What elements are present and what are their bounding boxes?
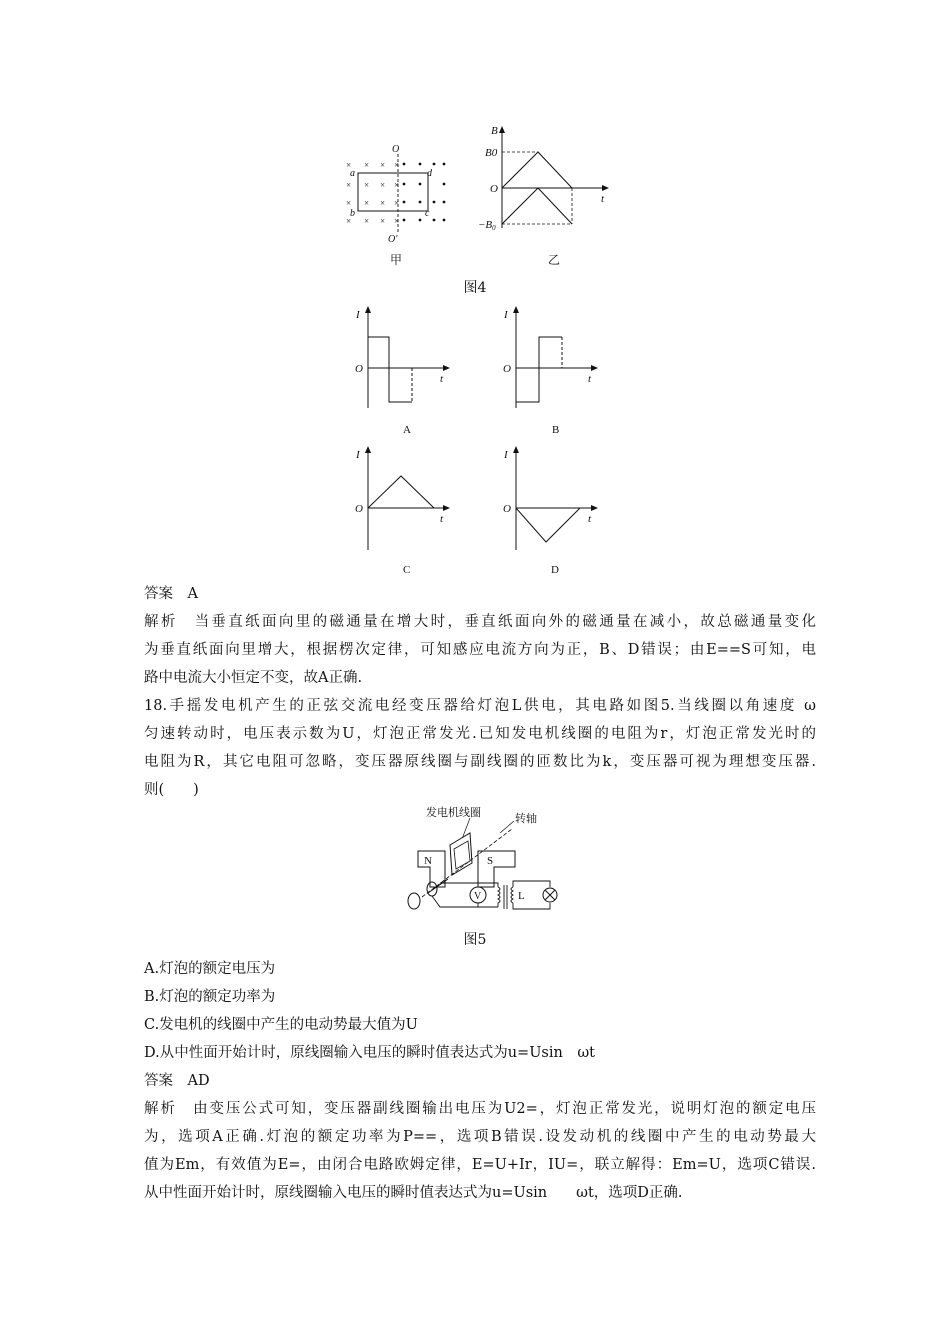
b0-text: B0	[485, 147, 498, 159]
neg-b0-label	[478, 219, 496, 232]
I-axis-arrow	[365, 446, 371, 453]
q18-analysis-line1: 解析 由变压公式可知，变压器副线圈输出电压为U2=，灯泡正常发光，说明灯泡的额定电压	[144, 1101, 816, 1117]
origin-label: O	[355, 503, 363, 515]
coil-label: 发电机线圈	[426, 807, 481, 819]
t-axis-arrow	[602, 185, 609, 191]
q18-analysis-line4: 从中性面开始计时，原线圈输入电压的瞬时值表达式为u=Usin ωt，选项D正确.	[144, 1185, 683, 1201]
I-axis-label: I	[504, 309, 508, 321]
q18-stem-line1: 18.手摇发电机产生的正弦交流电经变压器给灯泡L供电，其电路如图5.当线圈以角速度 ω	[144, 698, 816, 714]
I-axis-label: I	[356, 449, 360, 461]
svg-text:×: ×	[394, 160, 400, 170]
neg-b0-sub: 0	[492, 224, 496, 232]
I-axis-arrow	[365, 306, 371, 313]
svg-text:×: ×	[364, 198, 370, 208]
svg-text:×: ×	[364, 216, 370, 226]
figure4-yi	[478, 124, 614, 270]
q18-analysis-line2: 为，选项A正确.灯泡的额定功率为P==，选项B错误.设发动机的线圈中产生的电动势最大	[144, 1129, 816, 1145]
corner-c: c	[425, 208, 430, 219]
t-axis-label: t	[440, 513, 444, 525]
t-axis-label: t	[588, 373, 592, 385]
corner-a: a	[350, 168, 355, 179]
q18-analysis-line3: 值为Em，有效值为E=，由闭合电路欧姆定律，E=U+Ir，IU=，联立解得：Em=U，选项C错误.	[144, 1157, 816, 1173]
field-diagram	[336, 140, 456, 270]
figure4-jia	[336, 140, 456, 270]
svg-text:×: ×	[364, 160, 370, 170]
I-axis-label: I	[504, 449, 508, 461]
option-letter: D	[551, 564, 559, 576]
dot-marks	[403, 163, 446, 222]
lower-curve	[502, 188, 572, 224]
q18-stem-line2: 匀速转动时，电压表示数为U，灯泡正常发光.已知发电机线圈的电阻为r，灯泡正常发光时的	[144, 726, 816, 742]
s-pole-label: S	[487, 855, 494, 867]
q18-option-c: C.发电机的线圈中产生的电动势最大值为U	[144, 1017, 418, 1033]
option-letter: B	[552, 424, 560, 436]
origin-label: O	[355, 363, 363, 375]
graph-A	[340, 300, 460, 440]
hand-crank	[408, 893, 420, 909]
b0-label	[485, 147, 498, 159]
lamp-label: L	[518, 890, 525, 902]
O-top-label: O	[392, 144, 400, 155]
svg-text:×: ×	[380, 216, 386, 226]
B-axis-label: B	[491, 125, 498, 137]
origin-label: O	[503, 363, 511, 375]
I-axis-arrow	[513, 306, 519, 313]
coil	[450, 833, 472, 875]
t-axis-arrow	[443, 505, 450, 511]
t-axis-label: t	[440, 373, 444, 385]
secondary-coil	[511, 887, 513, 903]
q17-analysis-line3: 路中电流大小恒定不变，故A正确.	[144, 670, 363, 686]
B-axis-arrow	[499, 126, 505, 133]
I-axis-label: I	[356, 309, 360, 321]
current-curve	[516, 337, 562, 402]
axis-label: 转轴	[515, 813, 537, 825]
graph-D	[488, 440, 608, 580]
q18-option-d: D.从中性面开始计时，原线圈输入电压的瞬时值表达式为u=Usin ωt	[144, 1045, 595, 1061]
generator-circuit	[400, 803, 560, 921]
figure4-caption: 图4	[463, 280, 487, 296]
yi-label: 乙	[548, 253, 561, 267]
svg-text:×: ×	[346, 216, 352, 226]
I-axis-arrow	[513, 446, 519, 453]
figure5	[400, 803, 560, 921]
s-magnet	[478, 851, 515, 887]
O-bottom-label: O′	[388, 234, 398, 245]
svg-text:×: ×	[380, 180, 386, 190]
q18-stem-line3: 电阻为R，其它电阻可忽略，变压器原线圈与副线圈的匝数比为k，变压器可视为理想变压器.	[144, 754, 816, 770]
svg-text:×: ×	[394, 216, 400, 226]
q18-answer: 答案 AD	[144, 1073, 210, 1089]
corner-b: b	[350, 208, 355, 219]
graph-B	[488, 300, 608, 440]
svg-text:×: ×	[364, 180, 370, 190]
graph-C	[340, 440, 460, 580]
svg-text:×: ×	[346, 198, 352, 208]
figure5-caption: 图5	[463, 932, 487, 948]
lamp-wire-top	[513, 881, 550, 887]
q17-analysis-line1: 解析 当垂直纸面向里的磁通量在增大时，垂直纸面向外的磁通量在减小，故总磁通量变化	[144, 614, 816, 630]
q17-analysis-line2: 为垂直纸面向里增大，根据楞次定律，可知感应电流方向为正，B、D错误；由E==S可知，电	[144, 642, 816, 658]
n-pole-label: N	[424, 855, 432, 867]
svg-text:×: ×	[380, 160, 386, 170]
current-curve	[368, 476, 434, 508]
current-curve	[368, 337, 412, 402]
t-axis-arrow	[591, 365, 598, 371]
neg-b0-text: −B	[478, 219, 493, 231]
corner-d: d	[427, 168, 432, 179]
option-letter: C	[403, 564, 411, 576]
svg-text:×: ×	[346, 160, 352, 170]
svg-text:×: ×	[394, 198, 400, 208]
q18-option-b: B.灯泡的额定功率为	[144, 989, 276, 1005]
t-axis-arrow	[591, 505, 598, 511]
q17-answer: 答案 A	[144, 586, 198, 602]
t-axis-arrow	[443, 365, 450, 371]
current-curve	[516, 508, 580, 542]
jia-label: 甲	[390, 253, 403, 267]
q18-option-a: A.灯泡的额定电压为	[144, 961, 276, 977]
axis-leader	[500, 821, 514, 833]
lamp-wire-bottom	[513, 903, 550, 909]
svg-text:×: ×	[346, 180, 352, 190]
origin-label: O	[490, 183, 498, 195]
t-axis-label: t	[601, 193, 605, 205]
origin-label: O	[503, 503, 511, 515]
t-axis-label: t	[588, 513, 592, 525]
option-letter: A	[403, 424, 411, 436]
voltmeter-label: V	[474, 891, 482, 902]
svg-text:×: ×	[380, 198, 386, 208]
svg-text:×: ×	[394, 180, 400, 190]
wire-upper	[440, 883, 498, 887]
upper-curve	[502, 152, 572, 188]
primary-coil	[498, 887, 500, 907]
q18-stem-line4: 则( )	[144, 782, 199, 798]
B-t-graph	[478, 124, 614, 270]
wire-lower	[432, 896, 464, 907]
